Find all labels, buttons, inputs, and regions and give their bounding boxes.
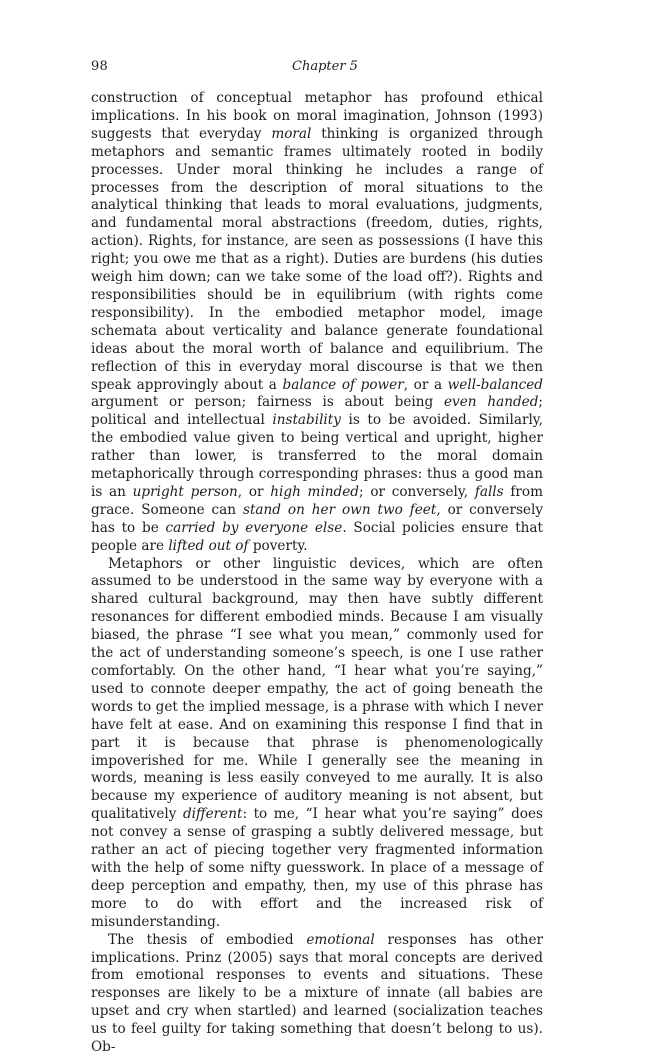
paragraph: [91, 556, 543, 932]
italic-text: falls: [474, 483, 504, 500]
italic-text: balance of power: [282, 376, 404, 393]
text-run: is to be avoided. Similarly, the embodied value given to being vertical and upright, higher rather than lower, is transferred to the moral domain metaphorically through corresponding phrases: thus a good man is an: [91, 412, 543, 500]
italic-text: upright person: [132, 483, 238, 500]
paragraph: [91, 932, 543, 1057]
text-run: The thesis of embodied: [108, 931, 307, 948]
text-run: poverty.: [248, 537, 308, 554]
text-run: thinking is organized through metaphors and semantic frames ultimately rooted in bodily processes. Under moral thinking he includes a range of processes from the description of moral situations to the analytical thinking that leads to moral evaluations, judgments, and fundamental moral abstractions (freedom, duties, rights, action). Rights, for instance, are seen as possessions (I have this right; you owe me that as a right). Duties are burdens (his duties weigh him down; can we take some of the load off?). Rights and responsibilities should be in equilibrium (with rights come responsibility). In the embodied metaphor model, image schemata about verticality and balance generate foundational ideas about the moral worth of balance and equilibrium. The reflection of this in everyday moral discourse is that we then speak approvingly about a: [91, 125, 543, 393]
paragraph: [91, 90, 543, 556]
text-run: responses has other implications. Prinz (2005) says that moral concepts are derived from emotional responses to events and situations. These responses are likely to be a mixture of innate (all babies are upset and cry when startled) and learned (socialization teaches us to feel guilty for taking something that doesn’t belong to us). Ob-: [91, 931, 543, 1056]
italic-text: emotional: [306, 931, 375, 948]
italic-text: instability: [272, 412, 341, 429]
italic-text: different: [182, 806, 243, 823]
italic-text: well-balanced: [447, 376, 544, 393]
text-run: argument or person; fairness is about being: [91, 394, 445, 411]
text-run: : to me, “I hear what you’re saying” does not convey a sense of grasping a subtly delivered message, but rather an act of piecing together very fragmented information with the help of some nifty guesswork. In place of a message of deep perception and empathy, then, my use of this phrase has more to do with effort and the increased risk of misunderstanding.: [91, 806, 543, 930]
page-number: 98: [91, 59, 108, 74]
italic-text: carried by everyone else: [165, 519, 343, 536]
body-text: [91, 90, 543, 1057]
italic-text: stand on her own two feet: [242, 501, 437, 518]
text-run: from grace. Someone can: [91, 483, 543, 518]
italic-text: high minded: [270, 483, 360, 500]
italic-text: lifted out of: [168, 537, 249, 554]
text-run: construction of conceptual metaphor has profound ethical implications. In his book on moral imagination, Johnson (1993) suggests that everyday: [91, 90, 543, 142]
text-run: , or a: [403, 376, 448, 393]
running-head: Chapter 5: [292, 59, 358, 74]
italic-text: moral: [271, 125, 312, 142]
italic-text: even handed: [444, 394, 539, 411]
text-run: , or conversely has to be: [91, 501, 543, 536]
text-run: ; or conversely,: [359, 483, 475, 500]
text-run: . Social policies ensure that people are: [91, 519, 543, 554]
text-run: Metaphors or other linguistic devices, which are often assumed to be understood in the same way by everyone with a shared cultural background, may then have subtly different resonances for different embodied minds. Because I am visually biased, the phrase “I see what you mean,” commonly used for the act of understanding someone’s speech, is one I use rather comfortably. On the other hand, “I hear what you’re saying,” used to connote deeper empathy, the act of going beneath the words to get the implied message, is a phrase with which I never have felt at ease. And on examining this response I find that in part it is because that phrase is phenomenologically impoverished for me. While I generally see the meaning in words, meaning is less easily conveyed to me aurally. It is also because my experience of auditory meaning is not absent, but qualitatively: [91, 555, 543, 823]
text-run: , or: [237, 483, 271, 500]
text-run: ; political and intellectual: [91, 394, 543, 429]
